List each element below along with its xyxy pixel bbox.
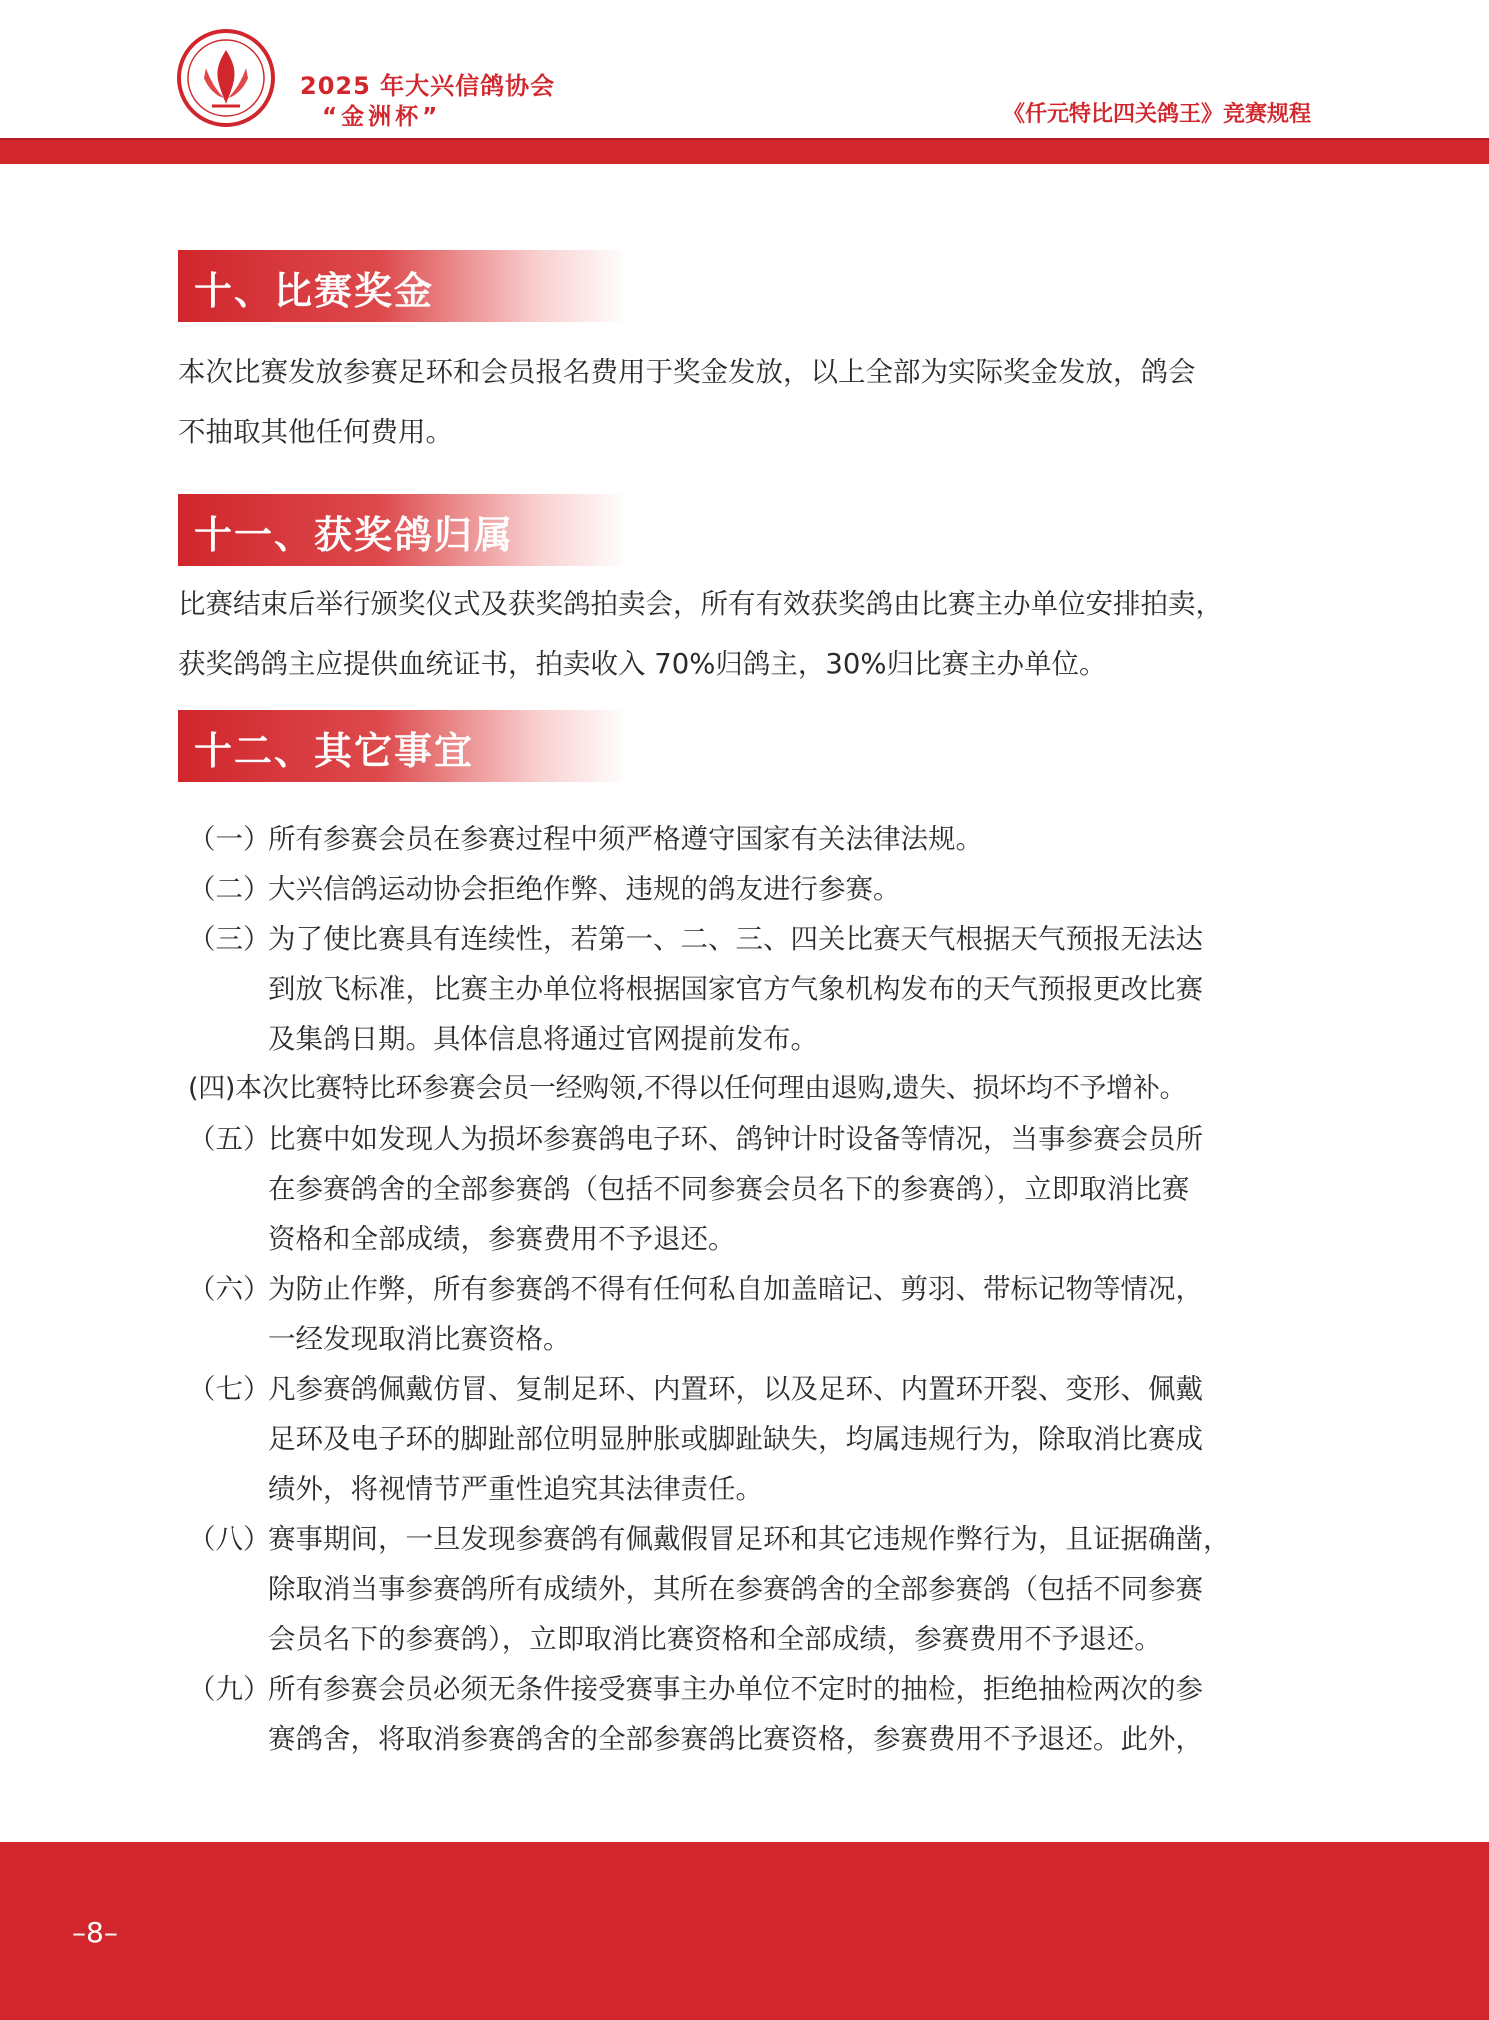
document-title: 《仟元特比四关鸽王》竞赛规程 bbox=[1002, 102, 1311, 127]
section-paragraph-prize-money: 本次比赛发放参赛足环和会员报名费用于奖金发放，以上全部为实际奖金发放，鸽会 不抽取其他任何费用。 bbox=[178, 356, 1196, 448]
section-heading-award-ownership: 十一、获奖鸽归属 bbox=[178, 494, 628, 566]
list-item: （五） 比赛中如发现人为损坏参赛鸽电子环、鸽钟计时设备等情况，当事参赛会员所 在参赛鸽舍的全部参赛鸽（包括不同参赛会员名下的参赛鸽），立即取消比赛 资格和全部成绩，参赛费用不予退还。 bbox=[188, 1123, 1203, 1255]
list-item: （一） 所有参赛会员在参赛过程中须严格遵守国家有关法律法规。 bbox=[188, 823, 983, 855]
list-item: （二） 大兴信鸽运动协会拒绝作弊、违规的鸽友进行参赛。 bbox=[188, 873, 901, 905]
page-number: –8– bbox=[72, 1916, 118, 1949]
page-header bbox=[0, 0, 1489, 165]
list-item: （九） 所有参赛会员必须无条件接受赛事主办单位不定时的抽检，拒绝抽检两次的参 赛鸽舍，将取消参赛鸽舍的全部参赛鸽比赛资格，参赛费用不予退还。此外， bbox=[188, 1673, 1203, 1755]
section-paragraph-award-ownership: 比赛结束后举行颁奖仪式及获奖鸽拍卖会，所有有效获奖鸽由比赛主办单位安排拍卖， 获奖鸽鸽主应提供血统证书，拍卖收入 70%归鸽主，30%归比赛主办单位。 bbox=[178, 588, 1223, 680]
list-item: （八） 赛事期间，一旦发现参赛鸽有佩戴假冒足环和其它违规作弊行为，且证据确凿， 除取消当事参赛鸽所有成绩外，其所在参赛鸽舍的全部参赛鸽（包括不同参赛 会员名下的参赛鸽），立即取消比赛资格和全部成绩，参赛费用不予退还。 bbox=[188, 1523, 1231, 1655]
header-red-band bbox=[0, 140, 1489, 164]
section-heading-other-matters: 十二、其它事宜 bbox=[178, 710, 628, 782]
list-item: （七） 凡参赛鸽佩戴仿冒、复制足环、内置环，以及足环、内置环开裂、变形、佩戴 足环及电子环的脚趾部位明显肿胀或脚趾缺失，均属违规行为，除取消比赛成 绩外，将视情节严重性追究其法律责任。 bbox=[188, 1373, 1203, 1505]
cup-name: “金洲杯” bbox=[322, 104, 442, 130]
page-footer bbox=[0, 1842, 1489, 2020]
organization-name: 2025 年大兴信鸽协会 bbox=[300, 72, 556, 100]
list-item: (四)本次比赛特比环参赛会员一经购领,不得以任何理由退购,遗失、损坏均不予增补。 bbox=[188, 1073, 1187, 1104]
list-item: （六） 为防止作弊，所有参赛鸽不得有任何私自加盖暗记、剪羽、带标记物等情况， 一经发现取消比赛资格。 bbox=[188, 1273, 1203, 1355]
list-item: （三） 为了使比赛具有连续性，若第一、二、三、四关比赛天气根据天气预报无法达 到放飞标准，比赛主办单位将根据国家官方气象机构发布的天气预报更改比赛 及集鸽日期。具体信息将通过官网提前发布。 bbox=[188, 923, 1203, 1055]
section-heading-prize-money: 十、比赛奖金 bbox=[178, 250, 628, 322]
association-logo-icon bbox=[176, 28, 276, 128]
